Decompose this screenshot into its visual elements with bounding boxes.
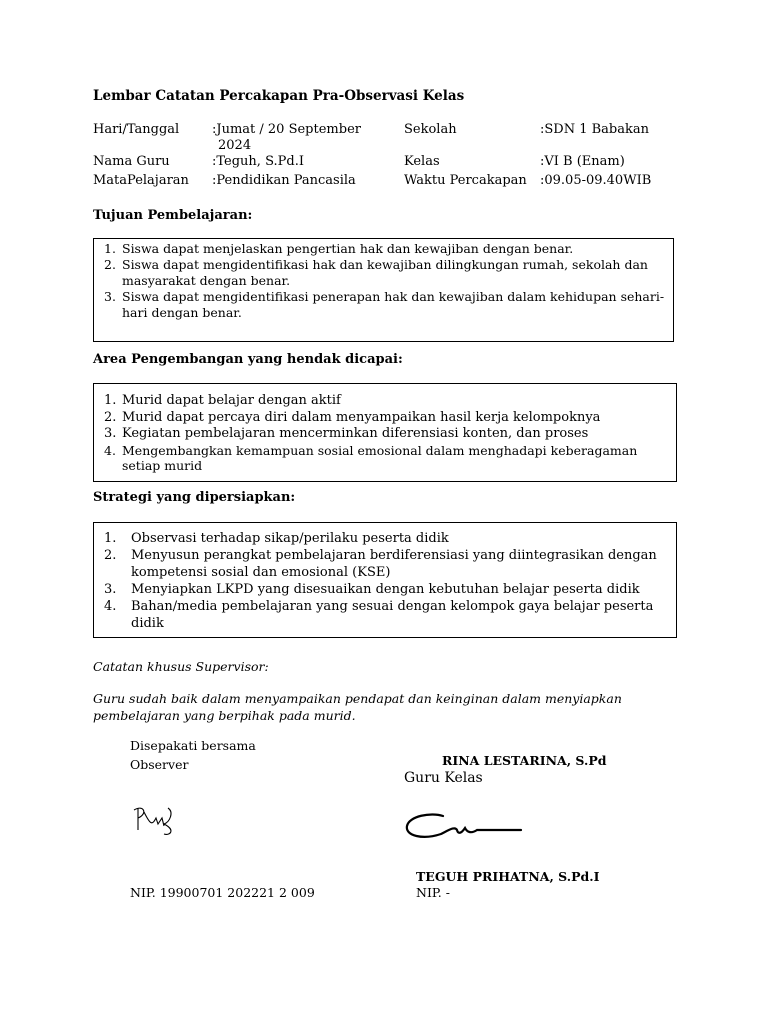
strategi-list <box>104 530 670 632</box>
catatan-label: Catatan khusus Supervisor: <box>93 659 269 674</box>
observer-signature <box>130 800 180 840</box>
list-item <box>104 426 670 443</box>
list-item <box>104 410 670 427</box>
waktu-value: :09.05-09.40WIB <box>540 173 652 188</box>
observer-nip: NIP. 19900701 202221 2 009 <box>130 885 315 900</box>
list-number: 3. <box>104 582 117 597</box>
list-text: Mengembangkan kemampuan sosial emosional dalam menghadapi keberagaman setiap murid <box>122 442 638 473</box>
list-number: 1. <box>104 393 117 408</box>
document-title: Lembar Catatan Percakapan Pra-Observasi Kelas <box>93 88 465 104</box>
waktu-label: Waktu Percakapan <box>404 173 527 188</box>
list-text: Murid dapat percaya diri dalam menyampaikan hasil kerja kelompoknya <box>122 409 601 425</box>
teacher-signature <box>403 808 528 848</box>
list-number: 2. <box>104 409 117 425</box>
list-text: Menyiapkan LKPD yang disesuaikan dengan kebutuhan belajar peserta didik <box>131 582 640 597</box>
teacher-name: TEGUH PRIHATNA, S.Pd.I <box>416 869 600 884</box>
list-item <box>104 530 670 547</box>
observer-name: RINA LESTARINA, S.Pd <box>442 753 607 768</box>
list-number: 1. <box>104 531 117 546</box>
area-heading: Area Pengembangan yang hendak dicapai: <box>93 352 403 367</box>
list-item <box>104 241 667 257</box>
mapel-label: MataPelajaran <box>93 173 189 188</box>
list-text: Siswa dapat menjelaskan pengertian hak dan kewajiban dengan benar. <box>122 241 574 256</box>
tujuan-box <box>93 238 674 342</box>
sekolah-label: Sekolah <box>404 122 457 137</box>
list-item <box>104 257 667 289</box>
agreed-label: Disepakati bersama <box>130 738 256 753</box>
teacher-nip: NIP. - <box>416 885 450 900</box>
sekolah-value: :SDN 1 Babakan <box>540 122 649 137</box>
list-text: Murid dapat belajar dengan aktif <box>122 393 341 408</box>
strategi-heading: Strategi yang dipersiapkan: <box>93 490 296 505</box>
list-item <box>104 581 670 598</box>
list-text: Kegiatan pembelajaran mencerminkan diferensiasi konten, dan proses <box>122 426 589 441</box>
kelas-value: :VI B (Enam) <box>540 154 625 169</box>
list-item <box>104 393 670 410</box>
catatan-text: Guru sudah baik dalam menyampaikan pendapat dan keinginan dalam menyiapkan pembelajaran yang berpihak pada murid. <box>93 691 622 723</box>
tujuan-heading: Tujuan Pembelajaran: <box>93 208 253 223</box>
mapel-value: :Pendidikan Pancasila <box>212 173 356 188</box>
area-list <box>104 393 670 473</box>
strategi-box <box>93 522 677 638</box>
guru-label: Nama Guru <box>93 154 170 169</box>
list-number: 2. <box>104 257 116 272</box>
list-number: 3. <box>104 289 116 304</box>
list-number: 1. <box>104 241 116 256</box>
kelas-label: Kelas <box>404 154 440 169</box>
hari-label: Hari/Tanggal <box>93 122 180 137</box>
list-item <box>104 547 670 581</box>
list-number: 4. <box>104 599 117 614</box>
list-text: Siswa dapat mengidentifikasi hak dan kewajiban dilingkungan rumah, sekolah dan masyarakat dengan benar. <box>122 257 648 288</box>
hari-value-line1: :Jumat / 20 September <box>212 122 361 137</box>
list-text: Bahan/media pembelajaran yang sesuai dengan kelompok gaya belajar peserta didik <box>131 599 654 631</box>
hari-value <box>212 122 387 154</box>
list-number: 3. <box>104 426 117 441</box>
hari-value-line2: 2024 <box>218 138 252 153</box>
teacher-role: Guru Kelas <box>404 770 483 786</box>
list-item <box>104 289 667 321</box>
observer-label: Observer <box>130 757 189 772</box>
list-number: 2. <box>104 548 117 563</box>
list-number: 4. <box>104 442 116 458</box>
tujuan-list <box>104 241 667 321</box>
list-text: Observasi terhadap sikap/perilaku peserta didik <box>131 531 449 546</box>
list-item <box>104 598 670 632</box>
area-box <box>93 383 677 482</box>
list-text: Menyusun perangkat pembelajaran berdiferensiasi yang diintegrasikan dengan kompetensi sosial dan emosional (KSE) <box>131 548 657 580</box>
list-text: Siswa dapat mengidentifikasi penerapan hak dan kewajiban dalam kehidupan sehari-hari dengan benar. <box>122 289 665 320</box>
guru-value: :Teguh, S.Pd.I <box>212 154 304 169</box>
list-item <box>104 443 670 473</box>
